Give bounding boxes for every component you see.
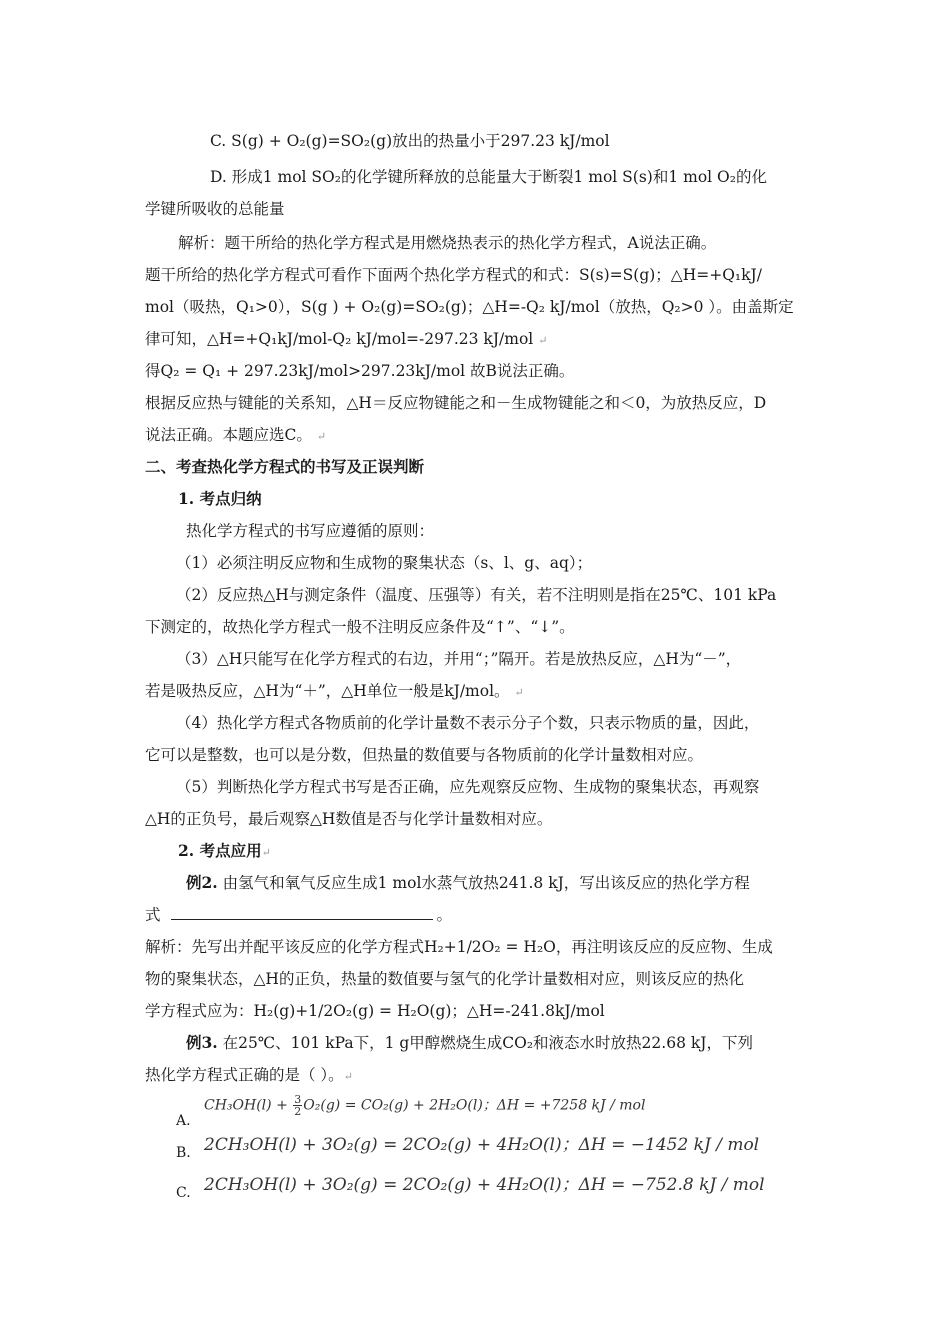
example3-line2-text: 热化学方程式正确的是（ ）。	[145, 1066, 344, 1084]
fraction-numerator: 3	[294, 1093, 302, 1106]
analysis1-line3: mol（吸热，Q₁>0），S(g ) + O₂(g)=SO₂(g)；△H=-Q₂ kJ/mol（放热，Q₂>0 ）。由盖斯定	[145, 298, 794, 316]
fraction	[293, 1094, 302, 1117]
principle-3-line1: （3）△H只能写在化学方程式的右边，并用“；”隔开。若是放热反应，△H为“－”，	[176, 650, 742, 668]
principle-3-line2-text: 若是吸热反应，△H为“＋”，△H单位一般是kJ/mol。	[145, 682, 510, 700]
analysis2-line2: 物的聚集状态，△H的正负，热量的数值要与氢气的化学计量数相对应，则该反应的热化	[145, 970, 744, 988]
section2-title: 二、考查热化学方程式的书写及正误判断	[145, 457, 425, 476]
analysis1-line2: 题干所给的热化学方程式可看作下面两个热化学方程式的和式：S(s)=S(g)；△H=+Q₁kJ/	[145, 266, 762, 284]
paragraph-mark: ↵	[261, 846, 271, 859]
option-c-top: C. S(g) + O₂(g)=SO₂(g)放出的热量小于297.23 kJ/mol	[210, 132, 610, 150]
option-a-formula-post: O₂(g) = CO₂(g) + 2H₂O(l)；ΔH = +7258 kJ / mol	[303, 1097, 646, 1114]
analysis1-line7-text: 说法正确。本题应选C。	[145, 426, 312, 444]
analysis1-line6: 根据反应热与键能的关系知，△H＝反应物键能之和－生成物键能之和＜0，为放热反应，D	[145, 394, 767, 412]
analysis1-line5: 得Q₂ = Q₁ + 297.23kJ/mol>297.23kJ/mol 故B说法正确。	[145, 362, 575, 380]
example2-line2	[145, 904, 452, 926]
principle-2-line2: 下测定的，故热化学方程式一般不注明反应条件及“↑”、“↓”。	[145, 618, 575, 636]
sub1-title: 1. 考点归纳	[178, 489, 262, 508]
option-b-formula: 2CH₃OH(l) + 3O₂(g) = 2CO₂(g) + 4H₂O(l)；ΔH = −1452 kJ / mol	[204, 1135, 760, 1155]
example2-text: 由氢气和氧气反应生成1 mol水蒸气放热241.8 kJ，写出该反应的热化学方程	[222, 874, 750, 892]
paragraph-mark: ↵	[538, 334, 548, 347]
principle-4-line2: 它可以是整数，也可以是分数，但热量的数值要与各物质前的化学计量数相对应。	[145, 746, 704, 764]
option-a-formula-pre: CH₃OH(l) +	[204, 1097, 293, 1114]
option-d-line2: 学键所吸收的总能量	[145, 200, 285, 218]
answer-blank[interactable]	[171, 905, 433, 920]
option-a-label: A.	[176, 1113, 191, 1129]
example3-label: 例3.	[186, 1033, 218, 1052]
fraction-denominator: 2	[294, 1105, 302, 1118]
paragraph-mark: ↵	[514, 686, 524, 699]
analysis1-line4	[145, 328, 547, 352]
option-d-line1: D. 形成1 mol SO₂的化学键所释放的总能量大于断裂1 mol S(s)和1 mol O₂的化	[210, 168, 767, 186]
principle-4-line1: （4）热化学方程式各物质前的化学计量数不表示分子个数，只表示物质的量，因此，	[176, 714, 760, 732]
sub2-title-text: 2. 考点应用	[178, 841, 262, 860]
example3-text: 在25℃、101 kPa下，1 g甲醇燃烧生成CO₂和液态水时放热22.68 kJ，下列	[222, 1034, 753, 1052]
analysis1-line7	[145, 424, 326, 448]
example3-line1	[186, 1032, 753, 1054]
example3-line2	[145, 1064, 353, 1088]
analysis1-line4-text: 律可知，△H=+Q₁kJ/mol-Q₂ kJ/mol=-297.23 kJ/mol	[145, 330, 534, 348]
paragraph-mark: ↵	[343, 1070, 353, 1083]
principle-1: （1）必须注明反应物和生成物的聚集状态（s、l、g、aq）；	[176, 554, 593, 572]
example2-line1	[186, 872, 750, 894]
example2-label: 例2.	[186, 873, 218, 892]
principle-5-line1: （5）判断热化学方程式书写是否正确，应先观察反应物、生成物的聚集状态，再观察	[176, 778, 760, 796]
analysis1-line1: 解析：题干所给的热化学方程式是用燃烧热表示的热化学方程式，A说法正确。	[178, 234, 717, 252]
analysis2-line3: 学方程式应为：H₂(g)+1/2O₂(g) = H₂O(g)；△H=-241.8kJ/mol	[145, 1002, 605, 1020]
option-b-label: B.	[176, 1145, 191, 1161]
sub2-title	[178, 840, 271, 864]
example2-line2-post: 。	[436, 906, 453, 924]
paragraph-mark: ↵	[316, 430, 327, 443]
analysis2-line1: 解析：先写出并配平该反应的化学方程式H₂+1/2O₂ = H₂O，再注明该反应的反应物、生成	[145, 938, 773, 956]
principle-2-line1: （2）反应热△H与测定条件（温度、压强等）有关，若不注明则是指在25℃、101 kPa	[176, 586, 777, 604]
example2-line2-pre: 式	[145, 906, 161, 924]
option-a-formula	[204, 1094, 645, 1117]
option-c-label: C.	[176, 1185, 191, 1201]
principle-3-line2	[145, 680, 524, 704]
principles-intro: 热化学方程式的书写应遵循的原则：	[186, 522, 435, 540]
option-c-formula: 2CH₃OH(l) + 3O₂(g) = 2CO₂(g) + 4H₂O(l)；ΔH = −752.8 kJ / mol	[204, 1175, 765, 1195]
principle-5-line2: △H的正负号，最后观察△H数值是否与化学计量数相对应。	[145, 810, 553, 828]
